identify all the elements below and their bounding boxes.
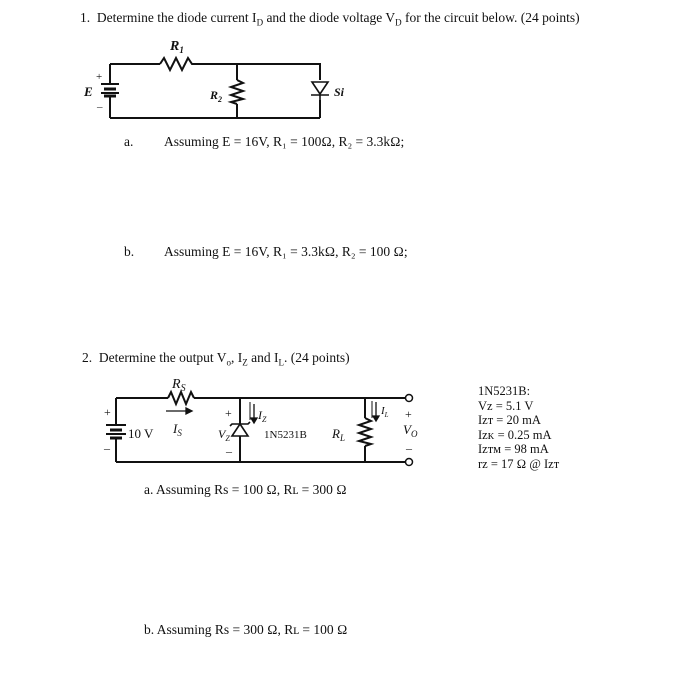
problem-2-text4: . (24 points): [283, 350, 350, 365]
label-source-plus: +: [104, 405, 111, 419]
label-rl: $R_L$: [332, 426, 345, 443]
problem-1-part-b-text: Assuming E = 16V, R₁ = 3.3kΩ, R₂ = 100 Ω;: [164, 244, 408, 259]
label-e: E: [84, 84, 93, 99]
problem-1-part-a-text: Assuming E = 16V, R₁ = 100Ω, R₂ = 3.3kΩ;: [164, 134, 405, 149]
problem-2-sub-l: L: [278, 357, 284, 368]
voltage-source-10v: [106, 425, 126, 438]
label-vz-minus: –: [226, 444, 232, 458]
problem-2-text2: , I: [230, 350, 243, 365]
spec-izk: Iᴢᴋ = 0.25 mA: [478, 427, 552, 442]
problem-2-text: Determine the output V: [98, 350, 227, 365]
label-is: $I_S$: [173, 421, 182, 438]
label-vz-plus: +: [225, 406, 232, 420]
label-rs: $R_S$: [172, 377, 186, 394]
spec-izt: Iᴢᴛ = 20 mA: [478, 413, 541, 428]
zener-spec-list: [478, 384, 559, 472]
resistor-rl: [359, 418, 371, 446]
label-r2: $R_2$: [210, 88, 223, 104]
zener-diode-1n5231b: [230, 422, 250, 436]
label-vz: $V_Z$: [218, 427, 230, 443]
label-diode: 1N5231B: [264, 429, 307, 441]
label-vo: $V_O$: [403, 422, 418, 439]
problem-1-sub-d1: D: [256, 17, 264, 28]
problem-1-text: Determine the diode current I: [96, 10, 257, 25]
output-terminal-top: [406, 395, 413, 402]
problem-1-number: 1.: [80, 10, 91, 25]
label-vo-plus: +: [405, 407, 412, 421]
spec-rz: rᴢ = 17 Ω @ Iᴢᴛ: [478, 456, 560, 471]
spec-izm: Iᴢᴛᴍ = 98 mA: [478, 442, 549, 457]
problem-2-sub-o: o: [226, 357, 231, 368]
problem-1-sub-d2: D: [395, 17, 402, 28]
problem-1-text3: for the circuit below. (24 points): [401, 10, 580, 25]
label-si: Si: [334, 85, 345, 99]
label-il: $I_L$: [381, 405, 389, 419]
problem-1-text2: and the diode voltage V: [263, 10, 396, 25]
label-e-minus: –: [97, 101, 103, 113]
spec-vz: Vᴢ = 5.1 V: [478, 398, 534, 413]
problem-2-part-b-text: b. Assuming Rs = 300 Ω, Rʟ = 100 Ω: [144, 622, 348, 637]
output-terminal-bottom: [406, 459, 413, 466]
problem-1-part-b-label: b.: [124, 244, 135, 259]
problem-1-part-a-label: a.: [124, 134, 134, 149]
problem-2-sub-z: Z: [242, 357, 248, 368]
spec-title: 1N5231B:: [478, 384, 531, 398]
problem-2-part-a-text: a. Assuming Rs = 100 Ω, Rʟ = 300 Ω: [144, 482, 347, 497]
label-source: 10 V: [128, 426, 154, 441]
label-source-minus: –: [104, 441, 110, 455]
label-iz: $I_Z$: [258, 408, 267, 424]
problem-2-number: 2.: [82, 350, 93, 365]
label-vo-minus: –: [406, 441, 412, 455]
label-r1: $R_1$: [170, 39, 184, 55]
label-e-plus: +: [96, 71, 103, 83]
problem-2-text3: and I: [247, 350, 279, 365]
